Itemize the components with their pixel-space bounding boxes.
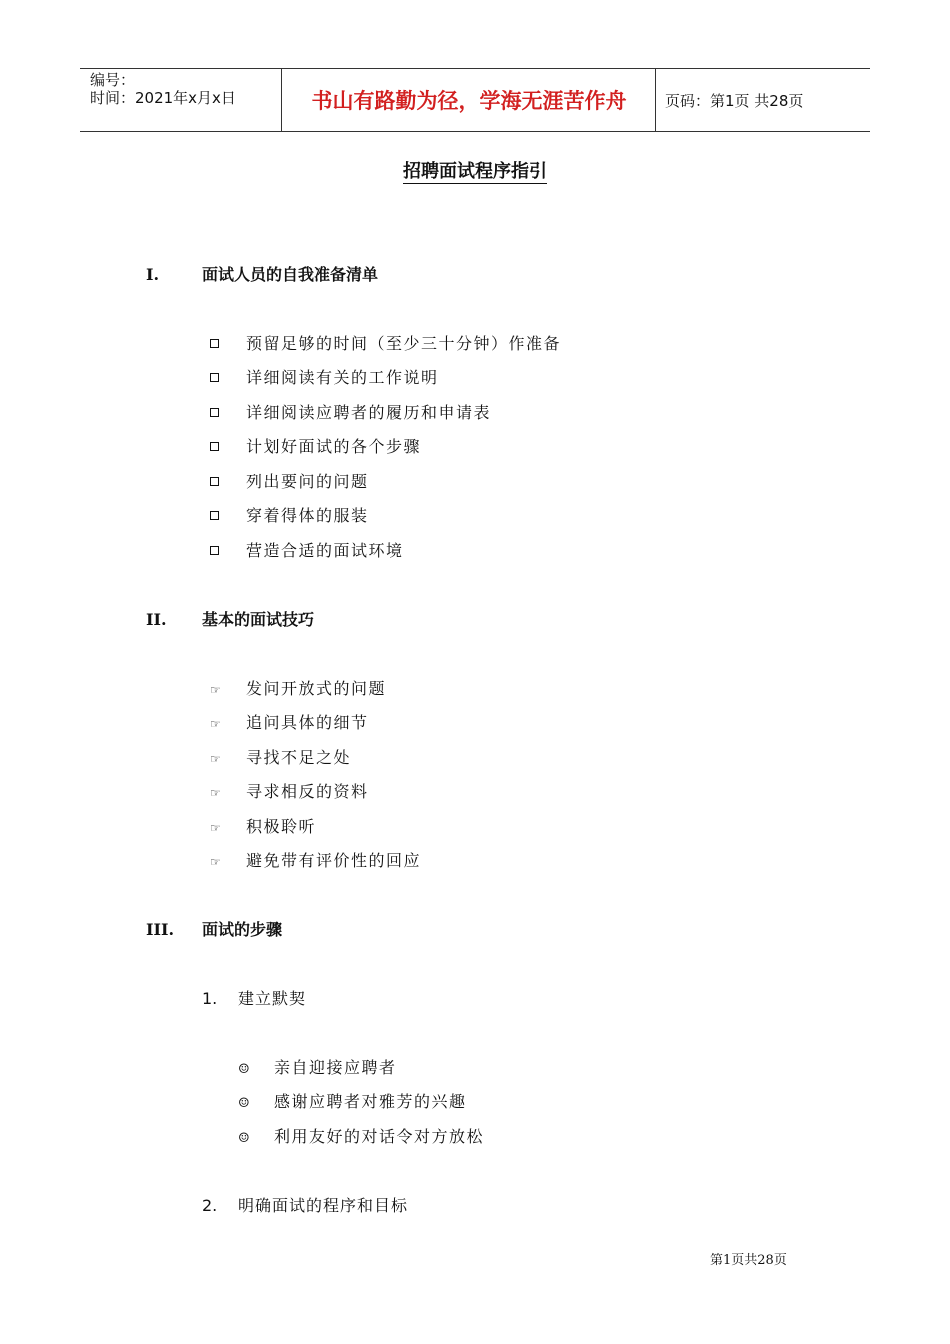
- pointing-hand-icon: ☞: [210, 717, 221, 731]
- checkbox-bullet-icon: [210, 441, 246, 455]
- list-item: 详细阅读应聘者的履历和申请表: [210, 400, 491, 423]
- pointing-hand-icon: ☞: [210, 821, 221, 835]
- date-line: 时间：2021年x月x日: [90, 89, 236, 107]
- pointing-hand-icon: ☞: [210, 683, 221, 697]
- list-item: ☺ 亲自迎接应聘者: [238, 1058, 397, 1077]
- section-heading: II. 基本的面试技巧: [146, 610, 315, 629]
- pointing-hand-icon: ☞: [210, 855, 221, 869]
- smiley-icon: ☺: [238, 1131, 250, 1146]
- list-item: 预留足够的时间（至少三十分钟）作准备: [210, 331, 561, 354]
- header-page-info: 页码：第1页 共28页: [665, 91, 804, 110]
- list-item: ☞ 避免带有评价性的回应: [210, 851, 422, 870]
- pointing-hand-icon: ☞: [210, 752, 221, 766]
- checkbox-bullet-icon: [210, 545, 246, 559]
- document-title: 招聘面试程序指引: [403, 161, 547, 182]
- header-meta: [90, 71, 236, 107]
- list-item: ☞ 寻求相反的资料: [210, 782, 369, 801]
- checkbox-bullet-icon: [210, 510, 246, 524]
- list-item: 穿着得体的服装: [210, 503, 369, 526]
- pointing-hand-icon: ☞: [210, 786, 221, 800]
- checkbox-bullet-icon: [210, 338, 246, 352]
- list-item: ☞ 积极聆听: [210, 817, 317, 836]
- list-item: ☞ 追问具体的细节: [210, 713, 369, 732]
- checkbox-bullet-icon: [210, 407, 246, 421]
- header-motto: 书山有路勤为径，学海无涯苦作舟: [311, 89, 627, 113]
- document-header: [80, 68, 870, 132]
- checkbox-bullet-icon: [210, 372, 246, 386]
- serial-label: 编号：: [90, 71, 136, 89]
- list-item: 计划好面试的各个步骤: [210, 434, 421, 457]
- smiley-icon: ☺: [238, 1096, 250, 1111]
- list-item: ☺ 感谢应聘者对雅芳的兴趣: [238, 1092, 467, 1111]
- list-item: 详细阅读有关的工作说明: [210, 365, 439, 388]
- step-heading: 1. 建立默契: [202, 989, 307, 1008]
- list-item: 列出要问的问题: [210, 469, 369, 492]
- step-heading: 2. 明确面试的程序和目标: [202, 1196, 409, 1215]
- section-heading: III. 面试的步骤: [146, 920, 283, 939]
- list-item: 营造合适的面试环境: [210, 538, 404, 561]
- page-footer: 第1页共28页: [710, 1253, 787, 1268]
- checkbox-bullet-icon: [210, 476, 246, 490]
- smiley-icon: ☺: [238, 1062, 250, 1077]
- section-heading: I. 面试人员的自我准备清单: [146, 265, 379, 284]
- list-item: ☞ 发问开放式的问题: [210, 679, 387, 698]
- list-item: ☺ 利用友好的对话令对方放松: [238, 1127, 485, 1146]
- list-item: ☞ 寻找不足之处: [210, 748, 352, 767]
